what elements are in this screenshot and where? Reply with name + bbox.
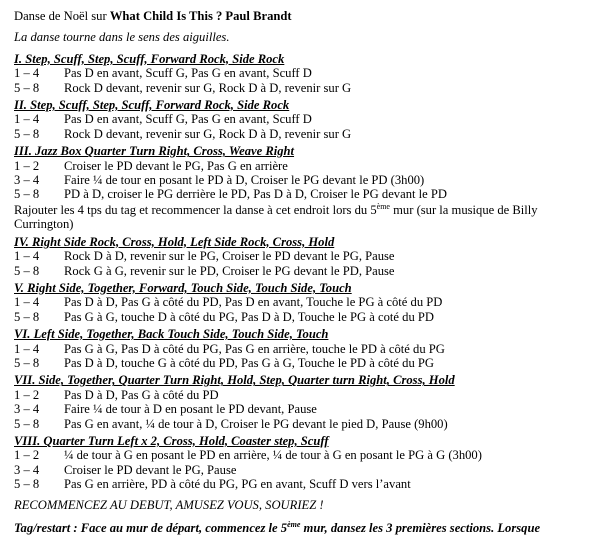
- count-label: 1 – 2: [14, 448, 40, 463]
- section-heading: I. Step, Scuff, Step, Scuff, Forward Rock, Side Rock: [14, 51, 285, 66]
- closing-text: RECOMMENCEZ AU DEBUT, AMUSEZ VOUS, SOURIEZ !: [14, 497, 324, 512]
- step-text: Pas G en avant, ¼ de tour à D, Croiser le PG devant le pied D, Pause (9h00): [64, 416, 448, 431]
- step-row: [14, 173, 590, 187]
- count-label: 5 – 8: [14, 355, 40, 370]
- count-label: 3 – 4: [14, 173, 40, 188]
- step-text: Rock D devant, revenir sur G, Rock D à D, revenir sur G: [64, 80, 352, 95]
- count-label: 5 – 8: [14, 309, 40, 324]
- section-heading: VII. Side, Together, Quarter Turn Right, Hold, Step, Quarter turn Right, Cross, Hold: [14, 373, 455, 388]
- section: [14, 373, 590, 431]
- step-text: ¼ de tour à G en posant le PD en arrière, ¼ de tour à G en posant le PG à G (3h00): [64, 448, 482, 463]
- title-prefix: Danse de Noël sur: [14, 9, 110, 23]
- step-text: Pas D à D, Pas G à côté du PD, Pas D en avant, Touche le PG à côté du PD: [64, 295, 443, 310]
- step-row: [14, 112, 590, 126]
- count-label: 5 – 8: [14, 126, 40, 141]
- step-row: [14, 342, 590, 356]
- song-title: What Child Is This ? Paul Brandt: [109, 9, 292, 23]
- step-text: Pas D à D, Pas G à côté du PD: [64, 387, 219, 402]
- step-text: Faire ¼ de tour en posant le PD à D, Croiser le PG devant le PD (3h00): [64, 173, 425, 188]
- step-row: [14, 249, 590, 263]
- section: [14, 281, 590, 324]
- step-row: [14, 463, 590, 477]
- step-text: Pas D à D, touche G à côté du PD, Pas G à G, Touche le PD à côté du PG: [64, 355, 434, 370]
- count-label: 3 – 4: [14, 462, 40, 477]
- step-text: Pas G en arrière, PD à côté du PG, PG en avant, Scuff D vers l’avant: [64, 477, 411, 492]
- count-label: 5 – 8: [14, 80, 40, 95]
- step-text: Pas D en avant, Scuff G, Pas G en avant, Scuff D: [64, 66, 312, 81]
- note-after: mur (sur la musique de Billy: [389, 202, 538, 217]
- tag-before: Tag/restart : Face au mur de départ, commencez le 5: [14, 521, 288, 535]
- sections: [14, 52, 590, 492]
- step-row: [14, 310, 590, 324]
- doc-title: [14, 9, 590, 23]
- dance-sheet: [14, 9, 590, 535]
- section-heading: IV. Right Side Rock, Cross, Hold, Left Side Rock, Cross, Hold: [14, 234, 335, 249]
- count-label: 1 – 4: [14, 66, 40, 81]
- step-row: [14, 356, 590, 370]
- step-row: [14, 417, 590, 431]
- step-text: Faire ¼ de tour à D en posant le PD devant, Pause: [64, 402, 317, 417]
- note-sup: ème: [376, 201, 390, 211]
- step-row: [14, 81, 590, 95]
- step-row: [14, 448, 590, 462]
- step-row: [14, 264, 590, 278]
- count-label: 1 – 4: [14, 341, 40, 356]
- step-row: [14, 66, 590, 80]
- step-text: Rock G à G, revenir sur le PD, Croiser le PG devant le PD, Pause: [64, 263, 395, 278]
- step-row: [14, 159, 590, 173]
- step-text: Rock D devant, revenir sur G, Rock D à D, revenir sur G: [64, 126, 352, 141]
- step-row: [14, 388, 590, 402]
- count-label: 5 – 8: [14, 263, 40, 278]
- count-label: 5 – 8: [14, 416, 40, 431]
- step-row: [14, 477, 590, 491]
- count-label: 1 – 4: [14, 112, 40, 127]
- section: [14, 434, 590, 492]
- step-text: Rock D à D, revenir sur le PG, Croiser le PD devant le PG, Pause: [64, 249, 395, 264]
- tag-restart: [14, 521, 590, 535]
- step-row: [14, 402, 590, 416]
- section: [14, 144, 590, 231]
- step-row: [14, 187, 590, 201]
- section-heading: II. Step, Scuff, Step, Scuff, Forward Rock, Side Rock: [14, 98, 290, 113]
- note-before: Rajouter les 4 tps du tag et recommencer la danse à cet endroit lors du 5: [14, 202, 377, 217]
- step-row: [14, 127, 590, 141]
- tag-after: mur, dansez les 3 premières sections. Lorsque: [300, 521, 541, 535]
- step-text: PD à D, croiser le PG derrière le PD, Pas D à D, Croiser le PG devant le PD: [64, 187, 447, 202]
- count-label: 1 – 2: [14, 158, 40, 173]
- section: [14, 235, 590, 278]
- step-text: Croiser le PD devant le PG, Pause: [64, 462, 237, 477]
- section-heading: VI. Left Side, Together, Back Touch Side, Touch Side, Touch: [14, 327, 329, 342]
- count-label: 1 – 2: [14, 387, 40, 402]
- section-heading: VIII. Quarter Turn Left x 2, Cross, Hold, Coaster step, Scuff: [14, 433, 329, 448]
- step-text: Pas G à G, touche D à côté du PG, Pas D à D, Touche le PG à coté du PD: [64, 309, 434, 324]
- step-text: Pas D en avant, Scuff G, Pas G en avant, Scuff D: [64, 112, 312, 127]
- intro-text: La danse tourne dans le sens des aiguilles.: [14, 30, 230, 45]
- tag-sup: ème: [287, 520, 301, 529]
- count-label: 1 – 4: [14, 249, 40, 264]
- count-label: 5 – 8: [14, 477, 40, 492]
- count-label: 1 – 4: [14, 295, 40, 310]
- step-row: [14, 295, 590, 309]
- section: [14, 98, 590, 141]
- step-text: Croiser le PD devant le PG, Pas G en arrière: [64, 158, 288, 173]
- count-label: 5 – 8: [14, 187, 40, 202]
- section-heading: III. Jazz Box Quarter Turn Right, Cross, Weave Right: [14, 144, 295, 159]
- section: [14, 327, 590, 370]
- step-text: Pas G à G, Pas D à côté du PG, Pas G en arrière, touche le PD à côté du PG: [64, 341, 445, 356]
- note-line2: Currington): [14, 217, 74, 232]
- section: [14, 52, 590, 95]
- restart-note: [14, 203, 590, 232]
- count-label: 3 – 4: [14, 402, 40, 417]
- section-heading: V. Right Side, Together, Forward, Touch Side, Touch Side, Touch: [14, 280, 352, 295]
